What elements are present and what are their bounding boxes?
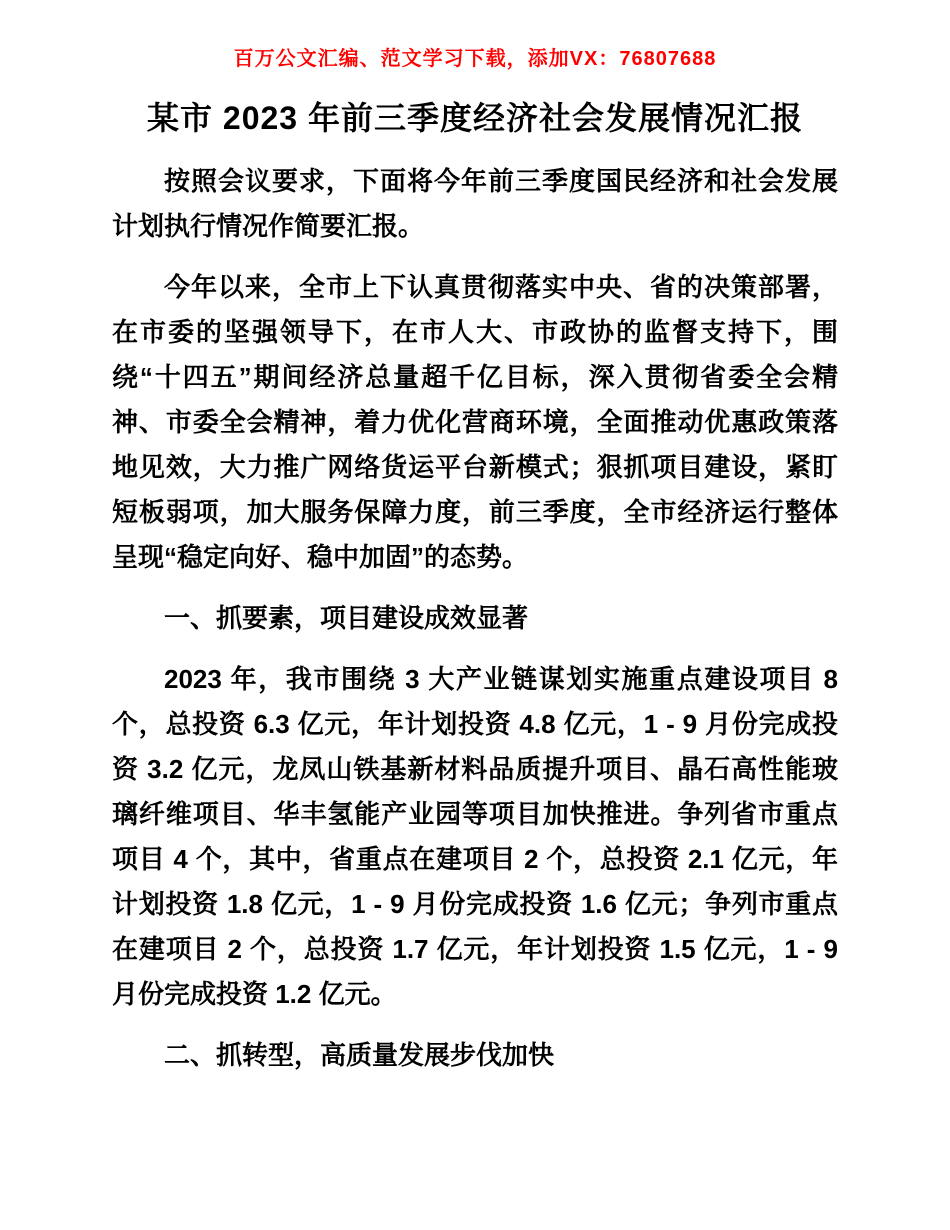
- document-title: 某市 2023 年前三季度经济社会发展情况汇报: [147, 100, 803, 136]
- paragraph: 按照会议要求，下面将今年前三季度国民经济和社会发展计划执行情况作简要汇报。: [112, 165, 838, 241]
- paragraph: 今年以来，全市上下认真贯彻落实中央、省的决策部署，在市委的坚强领导下，在市人大、市政协的监督支持下，围绕“十四五”期间经济总量超千亿目标，深入贯彻省委全会精神、市委全会精神，着力优化营商环境，全面推动优惠政策落地见效，大力推广网络货运平台新模式；狠抓项目建设，紧盯短板弱项，加大服务保障力度，前三季度，全市经济运行整体呈现“稳定向好、稳中加固”的态势。: [112, 271, 838, 572]
- section-heading: 一、抓要素，项目建设成效显著: [164, 602, 529, 633]
- section-heading: 二、抓转型，高质量发展步伐加快: [164, 1039, 555, 1070]
- document-body: [112, 159, 838, 1078]
- paragraph: 2023 年，我市围绕 3 大产业链谋划实施重点建设项目 8 个，总投资 6.3 亿元，年计划投资 4.8 亿元，1 - 9 月份完成投资 3.2 亿元，龙凤山铁基新材料品质提升项目、晶石高性能玻璃纤维项目、华丰氢能产业园等项目加快推进。争列省市重点项目 4 个，其中，省重点在建项目 2 个，总投资 2.1 亿元，年计划投资 1.8 亿元，1 - 9 月份完成投资 1.6 亿元；争列市重点在建项目 2 个，总投资 1.7 亿元，年计划投资 1.5 亿元，1 - 9 月份完成投资 1.2 亿元。: [112, 663, 838, 1009]
- promo-banner: 百万公文汇编、范文学习下载，添加VX：76807688: [233, 48, 717, 70]
